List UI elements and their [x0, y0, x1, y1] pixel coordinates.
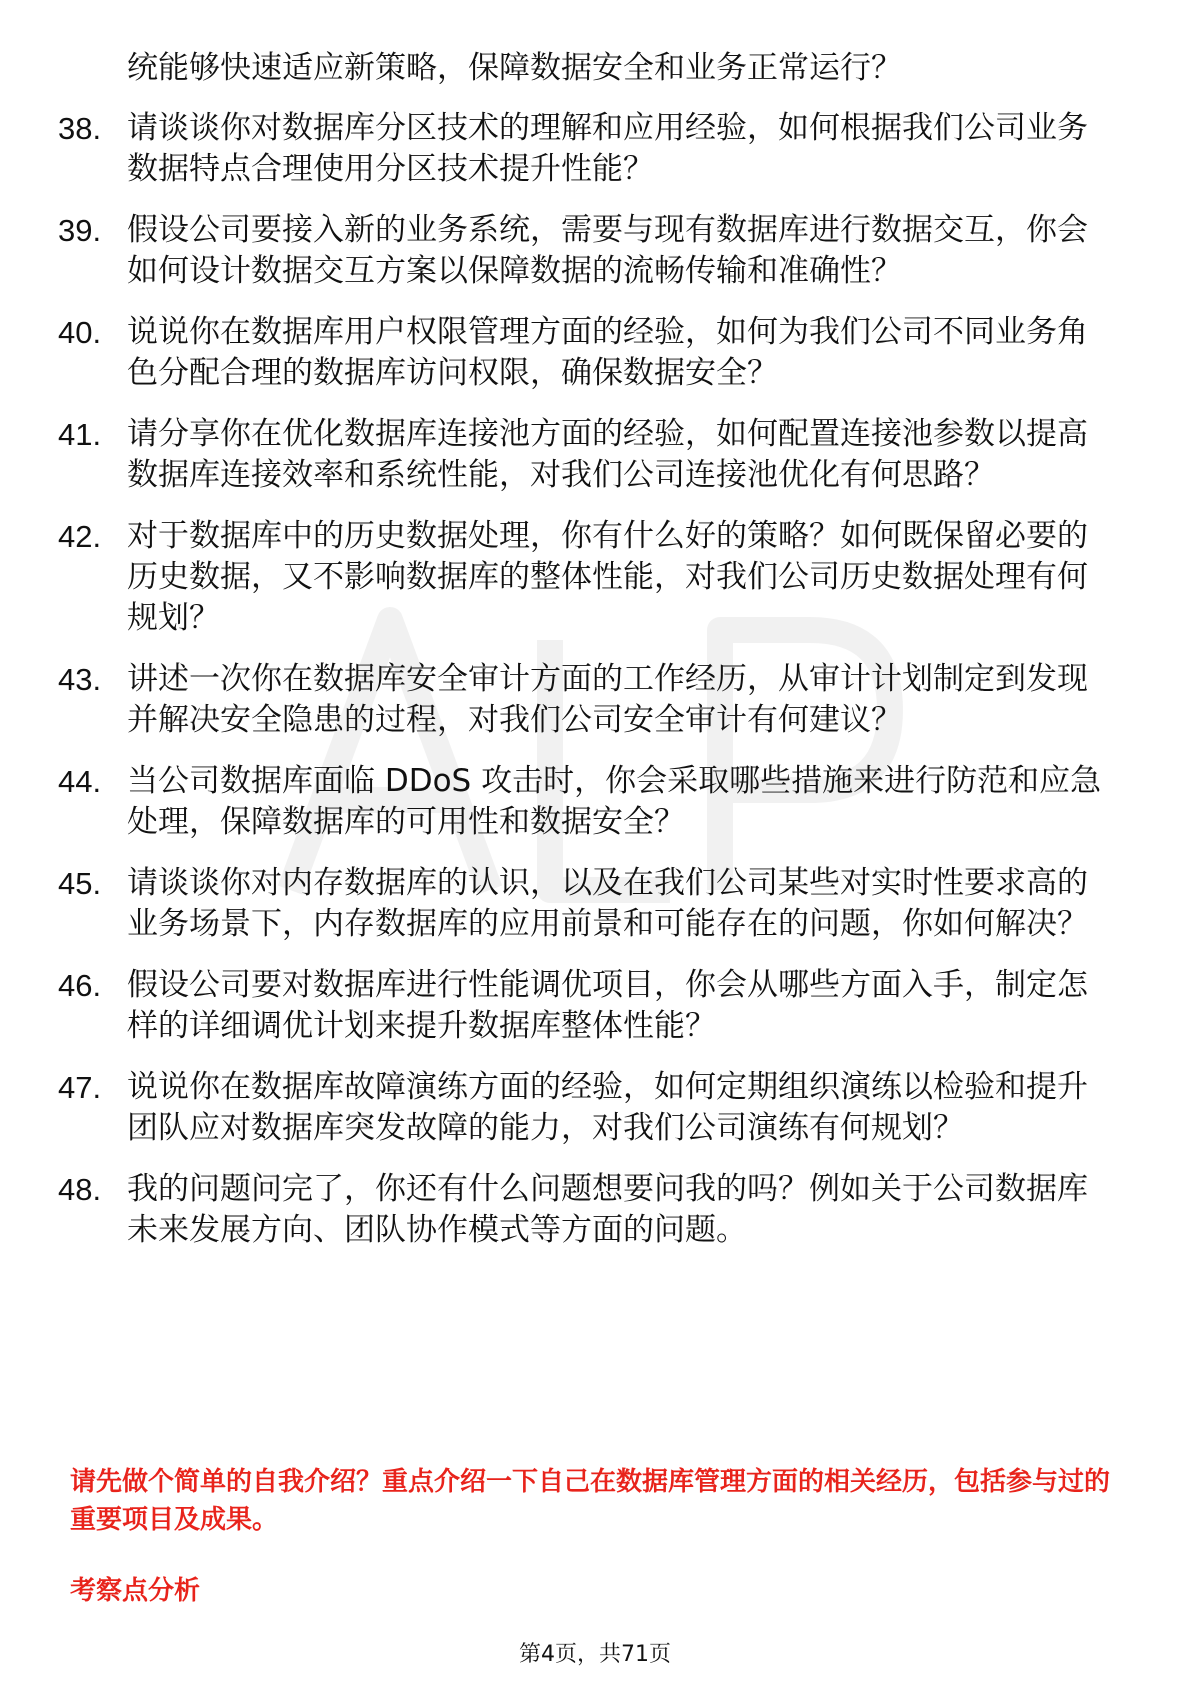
highlight-question: 请先做个简单的自我介绍？重点介绍一下自己在数据库管理方面的相关经历，包括参与过的重要项目及成果。: [70, 1467, 1111, 1535]
section-title: 考察点分析: [70, 1576, 201, 1606]
question-item: [58, 108, 1118, 190]
question-number: 39.: [58, 213, 102, 248]
question-item: [58, 210, 1118, 292]
question-text: 讲述一次你在数据库安全审计方面的工作经历，从审计计划制定到发现并解决安全隐患的过程，对我们公司安全审计有何建议？: [127, 661, 1088, 738]
question-text: 当公司数据库面临 DDoS 攻击时，你会采取哪些措施来进行防范和应急处理，保障数据库的可用性和数据安全？: [127, 763, 1102, 840]
question-item: [58, 863, 1118, 945]
question-text: 说说你在数据库用户权限管理方面的经验，如何为我们公司不同业务角色分配合理的数据库访问权限，确保数据安全？: [127, 314, 1088, 391]
question-text: 说说你在数据库故障演练方面的经验，如何定期组织演练以检验和提升团队应对数据库突发故障的能力，对我们公司演练有何规划？: [127, 1069, 1088, 1146]
question-item: [58, 516, 1118, 639]
continued-question-text: 统能够快速适应新策略，保障数据安全和业务正常运行？: [127, 50, 902, 86]
question-text: 我的问题问完了，你还有什么问题想要问我的吗？例如关于公司数据库未来发展方向、团队协作模式等方面的问题。: [127, 1171, 1088, 1248]
question-number: 47.: [58, 1070, 102, 1105]
question-item: [58, 414, 1118, 496]
question-number: 46.: [58, 968, 102, 1003]
question-number: 41.: [58, 417, 102, 452]
question-item: [58, 965, 1118, 1047]
question-text: 假设公司要接入新的业务系统，需要与现有数据库进行数据交互，你会如何设计数据交互方案以保障数据的流畅传输和准确性？: [127, 212, 1088, 289]
question-number: 40.: [58, 315, 102, 350]
question-text: 请分享你在优化数据库连接池方面的经验，如何配置连接池参数以提高数据库连接效率和系统性能，对我们公司连接池优化有何思路？: [127, 416, 1088, 493]
question-number: 42.: [58, 519, 102, 554]
question-text: 假设公司要对数据库进行性能调优项目，你会从哪些方面入手，制定怎样的详细调优计划来提升数据库整体性能？: [127, 967, 1088, 1044]
question-number: 44.: [58, 764, 102, 799]
question-item: [58, 312, 1118, 394]
question-number: 38.: [58, 111, 102, 146]
question-item: [58, 1169, 1118, 1251]
question-text: 请谈谈你对数据库分区技术的理解和应用经验，如何根据我们公司业务数据特点合理使用分区技术提升性能？: [127, 110, 1088, 187]
page-footer: 第4页，共71页: [519, 1642, 671, 1667]
question-item: [58, 1067, 1118, 1149]
question-item: [58, 659, 1118, 741]
question-list: [58, 108, 1118, 1271]
question-number: 48.: [58, 1172, 102, 1207]
question-text: 请谈谈你对内存数据库的认识，以及在我们公司某些对实时性要求高的业务场景下，内存数据库的应用前景和可能存在的问题，你如何解决？: [127, 865, 1088, 942]
question-number: 45.: [58, 866, 102, 901]
question-text: 对于数据库中的历史数据处理，你有什么好的策略？如何既保留必要的历史数据，又不影响数据库的整体性能，对我们公司历史数据处理有何规划？: [127, 518, 1088, 636]
question-number: 43.: [58, 662, 102, 697]
question-item: [58, 761, 1118, 843]
